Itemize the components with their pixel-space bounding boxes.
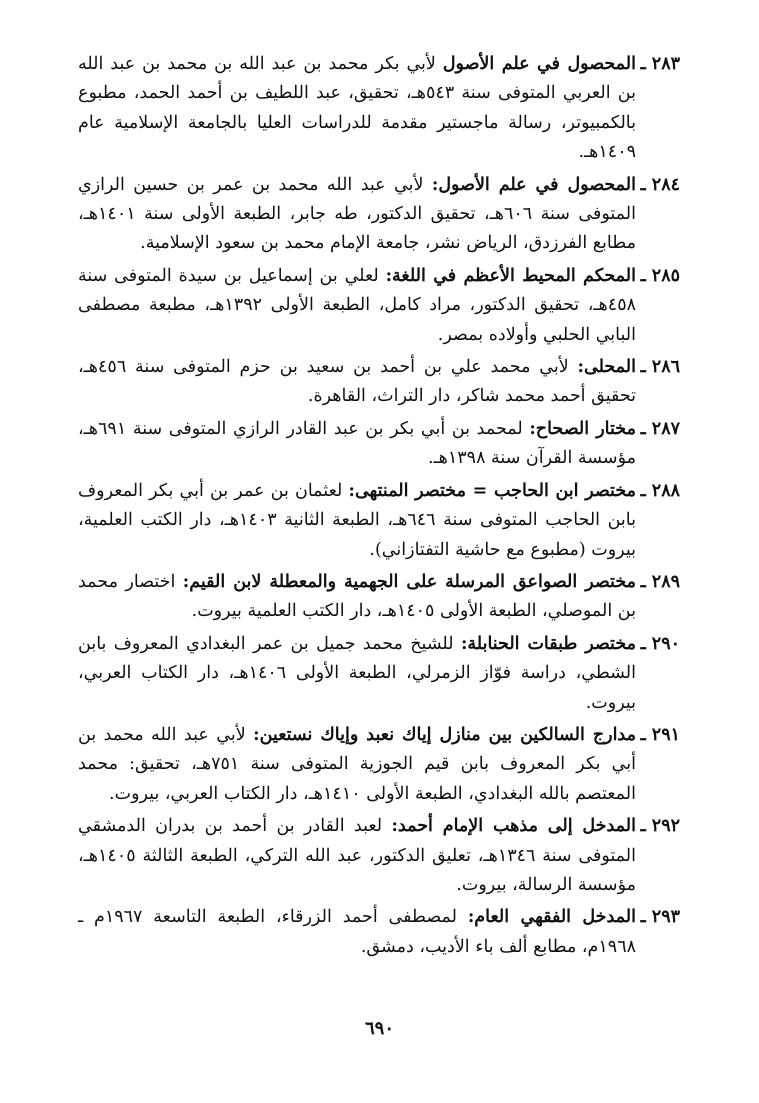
entry-body: لأبي عبد الله محمد بن عمر بن حسين الرازي المتوفى سنة ٦٠٦هـ، تحقيق الدكتور، طه جابر، الطبعة الأولى سنة ١٤٠١هـ، مطابع الفرزدق، الرياض نشر، جامعة الإمام محمد بن سعود الإسلامية.: [78, 174, 636, 254]
entry-body: لعلي بن إسماعيل بن سيدة المتوفى سنة ٤٥٨هـ، تحقيق الدكتور، مراد كامل، الطبعة الأولى ١٣٩٢هـ، مطبعة مصطفى البابي الحلبي وأولاده بمصر.: [78, 265, 636, 345]
entry-body: لأبي بكر محمد بن عبد الله بن محمد بن عبد الله بن العربي المتوفى سنة ٥٤٣هـ، تحقيق، عبد اللطيف بن أحمد الحمد، مطبوع بالكمبيوتر، رسالة ماجستير مقدمة للدراسات العليا بالجامعة الإسلامية عام ١٤٠٩هـ.: [78, 54, 636, 163]
bibliography-entry: [78, 353, 680, 412]
bibliography-entry: [78, 568, 680, 627]
page-number: ٦٩٠: [364, 1018, 394, 1039]
entry-title: المدخل إلى مذهب الإمام أحمد:: [391, 816, 636, 837]
entry-title: المحكم المحيط الأعظم في اللغة:: [385, 265, 636, 286]
entry-number: ٢٨٥ ـ: [640, 265, 680, 286]
entry-body: لأبي عبد الله محمد بن أبي بكر المعروف بابن قيم الجوزية المتوفى سنة ٧٥١هـ، تحقيق: محمد المعتصم بالله البغدادي، الطبعة الأولى ١٤١٠هـ، دار الكتاب العربي، بيروت.: [78, 724, 636, 804]
entry-body: لأبي محمد علي بن أحمد بن سعيد بن حزم المتوفى سنة ٤٥٦هـ، تحقيق أحمد محمد شاكر، دار التراث، القاهرة.: [78, 357, 636, 407]
entry-title: المحصول في علم الأصول: [442, 54, 636, 74]
entry-title: مختصر ابن الحاجب = مختصر المنتهى:: [348, 480, 636, 501]
bibliography-entry: [78, 262, 680, 350]
entry-body: لعبد القادر بن أحمد بن بدران الدمشقي المتوفى سنة ١٣٤٦هـ، تعليق الدكتور، عبد الله التركي، الطبعة الثالثة ١٤٠٥هـ، مؤسسة الرسالة، بيروت.: [78, 816, 636, 895]
entry-title: مختصر الصواعق المرسلة على الجهمية والمعطلة لابن القيم:: [182, 571, 636, 592]
entry-number: ٢٩١ ـ: [640, 724, 680, 745]
entry-title: مختار الصحاح:: [529, 418, 636, 439]
bibliography-entry: [78, 812, 680, 900]
bibliography-entry: [78, 903, 680, 962]
entry-body: لمصطفى أحمد الزرقاء، الطبعة التاسعة ١٩٦٧م ـ ١٩٦٨م، مطابع ألف باء الأديب، دمشق.: [78, 907, 636, 957]
bibliography-entry: [78, 171, 680, 259]
bibliography-entry: [78, 50, 680, 168]
bibliography-entry: [78, 477, 680, 565]
bibliography-entry: [78, 415, 680, 474]
entry-title: المحلى:: [577, 357, 636, 378]
entry-title: المحصول في علم الأصول:: [431, 174, 636, 195]
entry-number: ٢٩٢ ـ: [640, 816, 680, 837]
entry-number: ٢٩٠ ـ: [640, 633, 680, 654]
bibliography-list: [78, 50, 680, 965]
bibliography-entry: [78, 630, 680, 718]
entry-title: مختصر طبقات الحنابلة:: [460, 633, 636, 654]
entry-number: ٢٨٩ ـ: [640, 571, 680, 592]
entry-body: لعثمان بن عمر بن أبي بكر المعروف بابن الحاجب المتوفى سنة ٦٤٦هـ، الطبعة الثانية ١٤٠٣هـ، دار الكتب العلمية، بيروت (مطبوع مع حاشية التفتازاني).: [78, 480, 637, 560]
bibliography-entry: [78, 721, 680, 809]
entry-number: ٢٨٨ ـ: [640, 480, 680, 501]
entry-number: ٢٨٤ ـ: [640, 174, 680, 195]
entry-number: ٢٨٧ ـ: [640, 418, 680, 439]
entry-number: ٢٩٣ ـ: [640, 907, 680, 928]
entry-title: مدارج السالكين بين منازل إياك نعبد وإياك نستعين:: [253, 724, 636, 745]
entry-title: المدخل الفقهي العام:: [467, 907, 636, 928]
entry-body: للشيخ محمد جميل بن عمر البغدادي المعروف بابن الشطي، دراسة فوّاز الزمرلي، الطبعة الأولى ١٤٠٦هـ، دار الكتاب العربي، بيروت.: [78, 633, 636, 713]
entry-body: اختصار محمد بن الموصلي، الطبعة الأولى ١٤٠٥هـ، دار الكتب العلمية بيروت.: [78, 571, 636, 622]
entry-number: ٢٨٦ ـ: [640, 357, 680, 378]
entry-body: لمحمد بن أبي بكر بن عبد القادر الرازي المتوفى سنة ٦٩١هـ، مؤسسة القرآن سنة ١٣٩٨هـ.: [78, 418, 636, 469]
entry-number: ٢٨٣ ـ: [640, 54, 680, 74]
